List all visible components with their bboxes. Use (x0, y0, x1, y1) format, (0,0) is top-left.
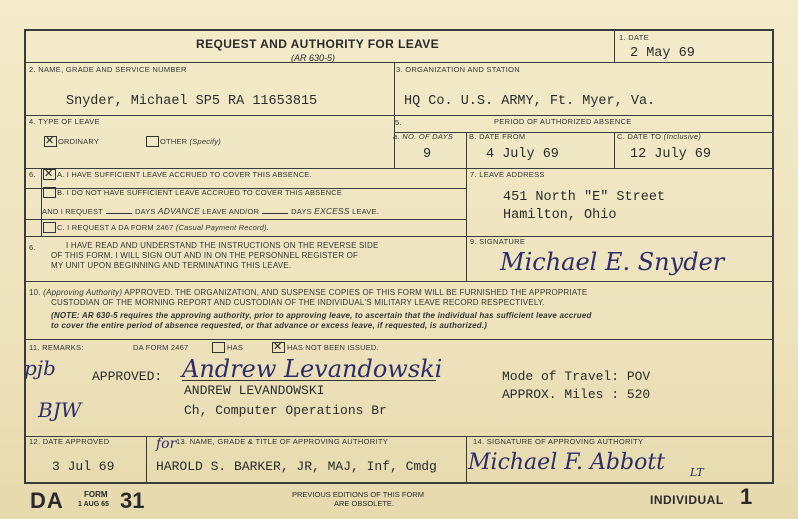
footer-da: DA (30, 488, 64, 513)
approver-signature: Andrew Levandowski (182, 355, 443, 383)
form-title: REQUEST AND AUTHORITY FOR LEAVE (196, 37, 440, 51)
signature-line (182, 380, 436, 381)
initials-2: BJW (38, 398, 82, 422)
footer-prev-line1: PREVIOUS EDITIONS OF THIS FORM (292, 490, 424, 499)
name-field[interactable]: Snyder, Michael SP5 RA 11653815 (66, 94, 318, 109)
org-label: 3. ORGANIZATION AND STATION (396, 65, 520, 74)
remarks-label: 11. REMARKS: (29, 343, 84, 352)
footer-form: FORM (84, 490, 108, 499)
signature-label: 9. SIGNATURE (470, 237, 526, 246)
accrued-num: 6. (29, 170, 36, 179)
to-label: C. DATE TO (Inclusive) (617, 132, 702, 141)
address-label: 7. LEAVE ADDRESS (470, 170, 545, 179)
footer-prev-line2: ARE OBSOLETE. (334, 499, 395, 508)
approving-name-field[interactable]: HAROLD S. BARKER, JR, MAJ, Inf, Cmdg (156, 459, 437, 474)
from-label: B. DATE FROM (469, 132, 526, 141)
approving-line1: 10. (Approving Authority) APPROVED. THE ORGANIZATION, AND SUSPENSE COPIES OF THIS FORM WILL BE FURNISHED THE APPROPRIATE (29, 288, 588, 297)
to-field[interactable]: 12 July 69 (630, 147, 712, 162)
days-field[interactable]: 9 (423, 147, 432, 162)
insufficient-text: B. I DO NOT HAVE SUFFICIENT LEAVE ACCRUED TO COVER THIS ABSENCE (57, 188, 343, 197)
type-of-leave-label: 4. TYPE OF LEAVE (29, 117, 100, 126)
other-label: OTHER (Specify) (160, 137, 221, 146)
footer-date: 1 AUG 65 (78, 501, 109, 508)
instructions-num: 6. (29, 243, 36, 252)
approving-note2: to cover the entire period of absence requested, or that advance or excess leave, if requested, is authorized.) (51, 321, 488, 330)
other-checkbox[interactable] (146, 136, 159, 147)
approx-miles: APPROX. Miles : 520 (502, 387, 651, 402)
approving-line2: CUSTODIAN OF THE MORNING REPORT AND CUSTODIAN OF THE INDIVIDUAL'S MILITARY LEAVE RECORD RESPECTIVELY. (51, 298, 545, 307)
footer-form-number: 31 (120, 488, 145, 513)
date-label: 1. DATE (619, 33, 649, 42)
initials-1: pjb (24, 356, 56, 380)
da-form-2467-label: DA FORM 2467 (133, 343, 189, 352)
address-line1[interactable]: 451 North "E" Street (503, 190, 666, 205)
approving-signature: Michael F. Abbott (468, 450, 666, 475)
insufficient-checkbox[interactable] (43, 187, 56, 198)
has-not-checkbox[interactable] (272, 342, 285, 353)
mode-of-travel: Mode of Travel: POV (502, 369, 651, 384)
requester-signature: Michael E. Snyder (500, 248, 725, 276)
days-label: a. NO. OF DAYS (393, 132, 454, 141)
has-checkbox[interactable] (212, 342, 225, 353)
request-line: AND I REQUEST DAYS ADVANCE LEAVE AND/OR DAYS EXCESS LEAVE. (42, 206, 379, 216)
approver-title: Ch, Computer Operations Br (184, 403, 387, 418)
approver-name: ANDREW LEVANDOWSKI (184, 383, 325, 398)
ordinary-label: ORDINARY (58, 137, 100, 146)
footer-copy-number: 1 (740, 484, 753, 509)
has-label: HAS (227, 343, 244, 352)
name-label: 2. NAME, GRADE AND SERVICE NUMBER (29, 65, 187, 74)
da-form-text: C. I REQUEST A DA FORM 2467 (Casual Payment Record). (57, 223, 270, 232)
from-field[interactable]: 4 July 69 (486, 147, 559, 162)
date-approved-label: 12. DATE APPROVED (29, 437, 110, 446)
footer-copy: INDIVIDUAL (650, 493, 724, 507)
sufficient-checkbox[interactable] (43, 169, 56, 180)
instructions-line1: I HAVE READ AND UNDERSTAND THE INSTRUCTIONS ON THE REVERSE SIDE (66, 241, 379, 250)
address-line2[interactable]: Hamilton, Ohio (503, 208, 617, 223)
instructions-line2: OF THIS FORM. I WILL SIGN OUT AND IN ON THE PERSONNEL REGISTER OF (51, 251, 359, 260)
approving-rank-mark: LT (690, 466, 704, 479)
instructions-line3: MY UNIT UPON BEGINNING AND TERMINATING THIS LEAVE. (51, 261, 292, 270)
approving-name-label: 13. NAME, GRADE & TITLE OF APPROVING AUTHORITY (176, 437, 389, 446)
period-label: PERIOD OF AUTHORIZED ABSENCE (494, 117, 632, 126)
approved-label: APPROVED: (92, 369, 163, 384)
sufficient-text: A. I HAVE SUFFICIENT LEAVE ACCRUED TO COVER THIS ABSENCE. (57, 170, 312, 179)
has-not-label: HAS NOT BEEN ISSUED. (287, 343, 379, 352)
form-regulation: (AR 630-5) (291, 53, 336, 63)
date-field[interactable]: 2 May 69 (630, 46, 695, 61)
approving-note1: (NOTE: AR 630-5 requires the approving authority, prior to approving leave, to ascertain that the individual has sufficient leave accrued (51, 311, 592, 320)
period-num: 5. (395, 118, 402, 127)
date-approved-field[interactable]: 3 Jul 69 (52, 459, 115, 474)
da-form-checkbox[interactable] (43, 222, 56, 233)
approving-sig-label: 14. SIGNATURE OF APPROVING AUTHORITY (473, 437, 644, 446)
for-mark: for (156, 436, 177, 452)
org-field[interactable]: HQ Co. U.S. ARMY, Ft. Myer, Va. (404, 94, 656, 109)
ordinary-checkbox[interactable] (44, 136, 57, 147)
